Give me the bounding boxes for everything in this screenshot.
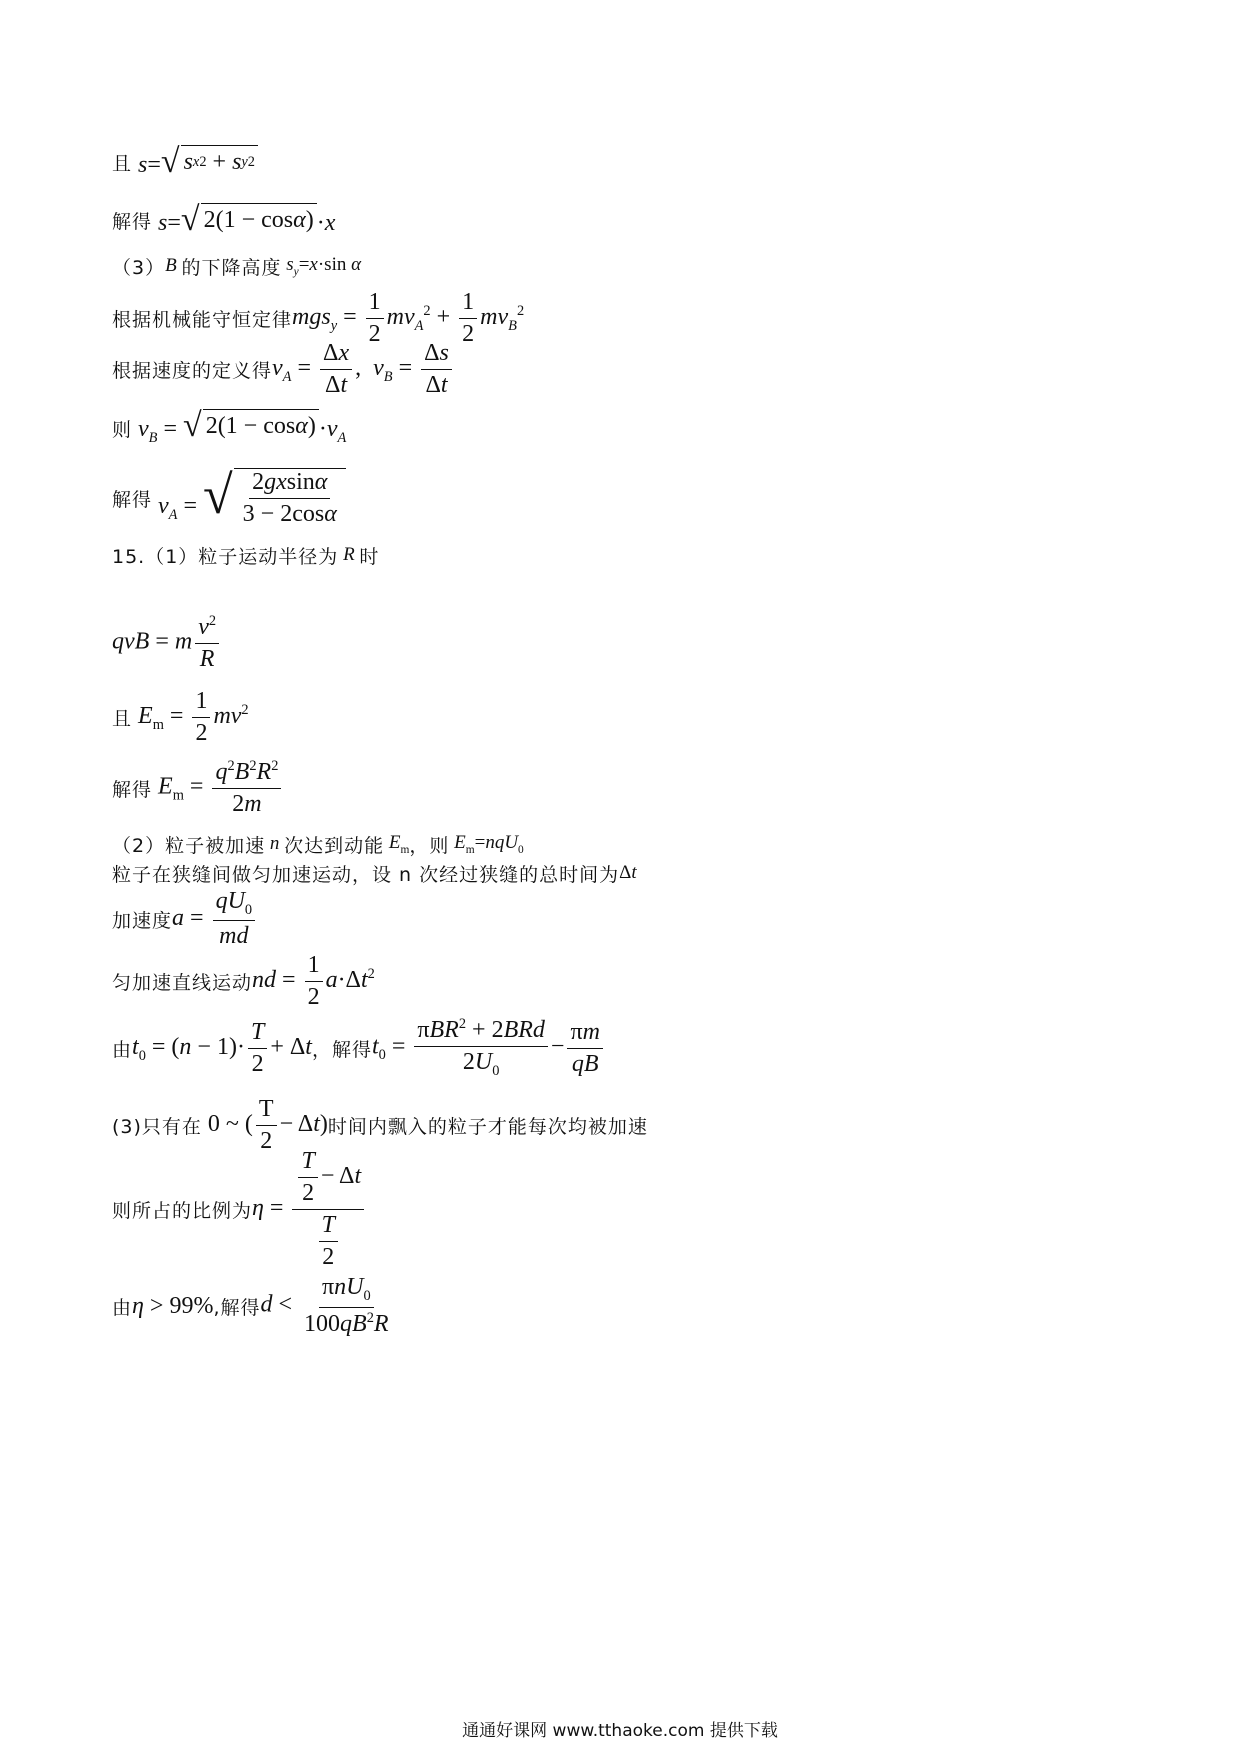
line-energy — [112, 290, 524, 346]
text: 根据机械能守恒定律 — [112, 308, 293, 331]
line-s-definition — [112, 142, 258, 182]
formula-lorentz: qvB = m $\frac{v^2}{R}$ — [112, 613, 222, 673]
text: 15.（1）粒子运动半径为 — [112, 545, 339, 568]
line-velocity-def — [112, 340, 455, 398]
text: 加速度 — [112, 909, 173, 932]
formula-energy: mgs$_y$ = $\frac{1}{2}$ $mv_A^2$ + $\frac{1}{2}$ $mv_B^2$ — [292, 288, 525, 347]
formula-acceleration: a = $\frac{qU_0}{md}$ — [172, 888, 258, 951]
text: （3） — [112, 256, 166, 279]
text: ,解得 — [213, 1296, 261, 1319]
text: 则 — [112, 418, 133, 441]
formula-nd: nd = $\frac{1}{2}$ $a\cdot\Delta t^2$ — [252, 951, 375, 1010]
text: 解得 — [112, 778, 153, 801]
formula-em-nqu: $E_m=nqU_0$ — [454, 832, 524, 856]
text: (3)只有在 — [112, 1115, 202, 1138]
line-part3: （3） B 的下降高度 $s_y=x\cdot\sin$ α — [112, 254, 362, 279]
formula-va: $v_A$ = √ $\frac{2gxsin\alpha}{3 - 2\cos\alpha}$ — [152, 468, 346, 528]
text: 解得 — [112, 210, 153, 233]
line-uniform-accel — [112, 952, 375, 1010]
line-part2: （2）粒子被加速 n 次达到动能 $E_m$ ，则 $E_m=nqU_0$ — [112, 832, 524, 857]
line-va-result — [112, 466, 346, 530]
line-final — [112, 1276, 395, 1336]
line-acceleration — [112, 887, 258, 950]
formula-em-result: $E_m$ = $\frac{q^2B^2R^2}{2m}$ — [152, 758, 284, 818]
text: 由 — [112, 1038, 133, 1061]
text: 时间内飘入的粒子才能每次均被加速 — [327, 1115, 648, 1138]
page-footer: 通通好课网 www.tthaoke.com 提供下载 — [462, 1721, 778, 1741]
text: ，解得 — [311, 1038, 372, 1061]
line-gap-accel: 粒子在狭缝间做匀加速运动，设 n 次经过狭缝的总时间为 Δt — [112, 858, 637, 888]
formula-eta: η = $\frac{T}{2}$ − Δt $\frac{T}{2}$ — [252, 1148, 367, 1271]
text: （2）粒子被加速 — [112, 834, 266, 857]
formula-s-result: s= √ 2(1 − cos α ) ·x — [158, 201, 336, 238]
text: 且 — [112, 152, 133, 175]
formula-velocity: $v_A$ = $\frac{\Delta x}{\Delta t}$ , $v_B$ = $\frac{\Delta s}{\Delta t}$ — [272, 340, 455, 399]
line-em-def — [112, 688, 249, 746]
text: 则所占的比例为 — [112, 1199, 253, 1222]
formula-em: $E_m$ = $\frac{1}{2}$ $mv^2$ — [138, 687, 249, 746]
text: 匀加速直线运动 — [112, 971, 253, 994]
line-t0 — [112, 1018, 606, 1078]
text: 的下降高度 — [181, 256, 282, 279]
formula-vb: $v_B$ = √ 2(1 − cos α ) $\cdot v_A$ — [138, 407, 347, 446]
line-q15-part1: 15.（1）粒子运动半径为 R 时 — [112, 540, 379, 570]
line-lorentz — [112, 614, 222, 672]
text: 解得 — [112, 488, 153, 511]
line-s-result — [112, 200, 335, 240]
formula-eta-condition: η > 99% — [132, 1292, 214, 1319]
text: ，则 — [409, 834, 450, 857]
line-vb — [112, 408, 346, 448]
line-em-result — [112, 758, 284, 818]
formula-sy: $s_y=x\cdot\sin$ α — [286, 254, 362, 278]
text: 根据速度的定义得 — [112, 359, 273, 382]
formula-t0-result: $t_0$ = $\frac{\pi BR^2 + 2BRd}{2U_0}$ − $\frac{\pi m}{qB}$ — [372, 1016, 606, 1080]
formula-s: s= √ s x 2 + s y 2 — [132, 145, 258, 179]
line-ratio — [112, 1147, 367, 1270]
formula-window: 0 ~ ( $\frac{T}{2}$ − Δt) — [201, 1095, 328, 1154]
text: 粒子在狭缝间做匀加速运动，设 n 次经过狭缝的总时间为 — [112, 863, 620, 886]
text: 且 — [112, 707, 133, 730]
line-part3-window — [112, 1096, 648, 1154]
formula-d-result: d < $\frac{\pi nU_0}{100qB^2R}$ — [260, 1274, 389, 1337]
text: 时 — [359, 545, 380, 568]
text: 由 — [112, 1296, 133, 1319]
text: 次达到动能 — [284, 834, 385, 857]
formula-t0-def: $t_0 = (n - 1)\cdot$ $\frac{T}{2}$ + Δt — [132, 1018, 312, 1077]
